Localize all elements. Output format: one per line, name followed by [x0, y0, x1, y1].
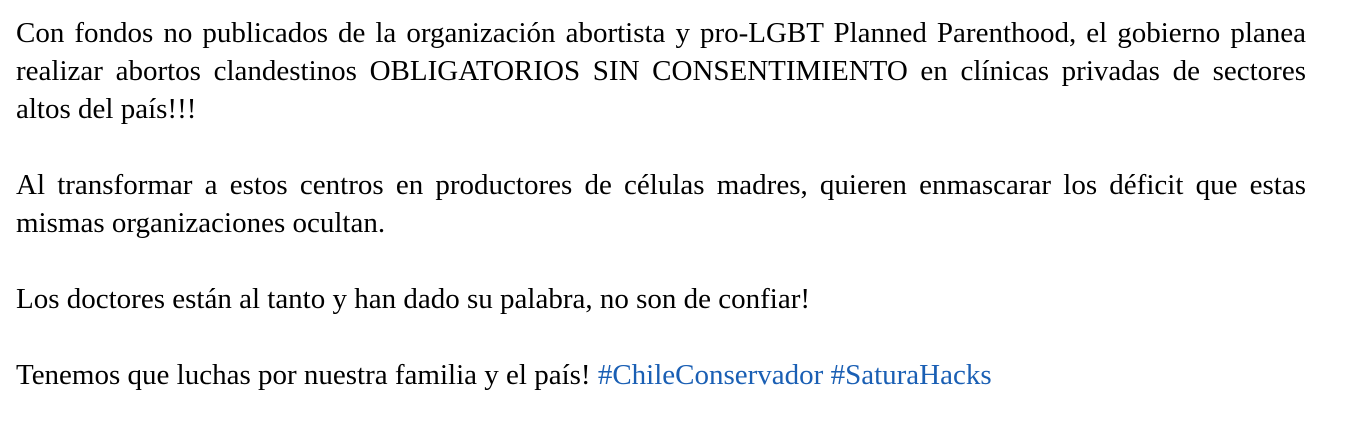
post-body — [16, 14, 1306, 394]
hashtag-satura-hacks[interactable]: #SaturaHacks — [830, 359, 992, 391]
paragraph-closing — [16, 356, 1306, 394]
paragraph-3: Los doctores están al tanto y han dado su palabra, no son de confiar! — [16, 283, 811, 315]
paragraph-1: Con fondos no publicados de la organización abortista y pro-LGBT Planned Parenthood, el gobierno planea realizar abortos clandestinos OBLIGATORIOS SIN CONSENTIMIENTO en clínicas privadas de sectores altos del país!!! — [16, 17, 1306, 125]
paragraph-2: Al transformar a estos centros en productores de células madres, quieren enmascarar los déficit que estas mismas organizaciones ocultan. — [16, 169, 1306, 239]
closing-text: Tenemos que luchas por nuestra familia y el país! — [16, 359, 591, 391]
hashtag-chile-conservador[interactable]: #ChileConservador — [597, 359, 824, 391]
